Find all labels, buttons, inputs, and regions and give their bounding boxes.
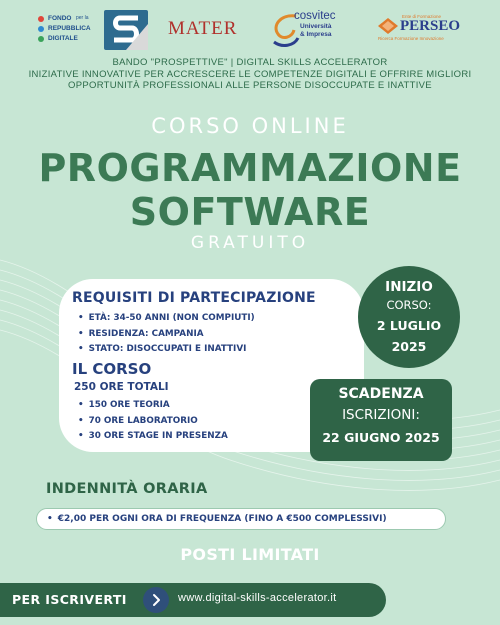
- mater-logo: MATER: [168, 18, 238, 39]
- header-text: [0, 57, 500, 92]
- start-sub-label: CORSO:: [386, 298, 432, 312]
- list-item: • 30 ORE STAGE IN PRESENZA: [78, 429, 228, 445]
- signup-label: PER ISCRIVERTI: [12, 592, 127, 607]
- list-item: • STATO: DISOCCUPATI E INATTIVI: [78, 342, 255, 358]
- course-hours-list: [78, 398, 228, 445]
- allowance-detail-text: €2,00 PER OGNI ORA DI FREQUENZA (FINO A €500 COMPLESSIVI): [57, 514, 387, 524]
- bando-line: BANDO "PROSPETTIVE" | DIGITAL SKILLS ACCELERATOR: [112, 57, 388, 68]
- fondo-repubblica-digitale-logo: FONDO per la REPUBBLICA DIGITALE: [38, 14, 100, 54]
- logos-bar: [38, 10, 468, 54]
- signup-url-link[interactable]: www.digital-skills-accelerator.it: [178, 592, 337, 604]
- bullet-icon: •: [47, 514, 53, 524]
- course-online-label: CORSO ONLINE: [151, 114, 349, 138]
- arrow-button[interactable]: [143, 587, 169, 613]
- header-line-3: OPPORTUNITÀ PROFESSIONALI ALLE PERSONE DISOCCUPATE E INATTIVE: [68, 80, 432, 91]
- s-emblem-logo: [104, 10, 148, 50]
- deadline-label: SCADENZA: [338, 386, 424, 402]
- allowance-title: INDENNITÀ ORARIA: [46, 481, 208, 497]
- start-year: 2025: [391, 339, 427, 354]
- list-item: • RESIDENZA: CAMPANIA: [78, 327, 255, 343]
- course-section-title: IL CORSO: [72, 360, 152, 378]
- deadline-badge: [310, 379, 452, 461]
- perseo-logo: Ente di Formazione PERSEO Ricerca Formazione Innovazione: [378, 14, 461, 41]
- free-label: GRATUITO: [190, 233, 310, 253]
- signup-bar[interactable]: [0, 583, 386, 617]
- perseo-mark-icon: [378, 18, 398, 34]
- course-title-line-2: SOFTWARE: [129, 190, 371, 234]
- deadline-sub-label: ISCRIZIONI:: [342, 407, 420, 423]
- deadline-date: 22 GIUGNO 2025: [322, 430, 440, 445]
- list-item: • 150 ORE TEORIA: [78, 398, 228, 414]
- start-date-badge: [358, 266, 460, 368]
- allowance-detail: [36, 508, 446, 530]
- requirements-list: [78, 311, 255, 358]
- limited-seats-label: POSTI LIMITATI: [180, 545, 320, 564]
- start-label: INIZIO: [385, 279, 433, 295]
- list-item: • 70 ORE LABORATORIO: [78, 414, 228, 430]
- chevron-right-icon: [143, 587, 169, 613]
- requirements-title: REQUISITI DI PARTECIPAZIONE: [72, 290, 316, 306]
- list-item: • ETÀ: 34-50 ANNI (NON COMPIUTI): [78, 311, 255, 327]
- header-line-2: INIZIATIVE INNOVATIVE PER ACCRESCERE LE COMPETENZE DIGITALI E OFFRIRE MIGLIORI: [28, 68, 472, 80]
- course-title-line-1: PROGRAMMAZIONE: [38, 146, 462, 190]
- course-total-hours: 250 ORE TOTALI: [74, 381, 169, 393]
- start-date: 2 LUGLIO: [376, 318, 442, 333]
- cosvitec-logo: cosvitec Università & Impresa: [270, 10, 365, 50]
